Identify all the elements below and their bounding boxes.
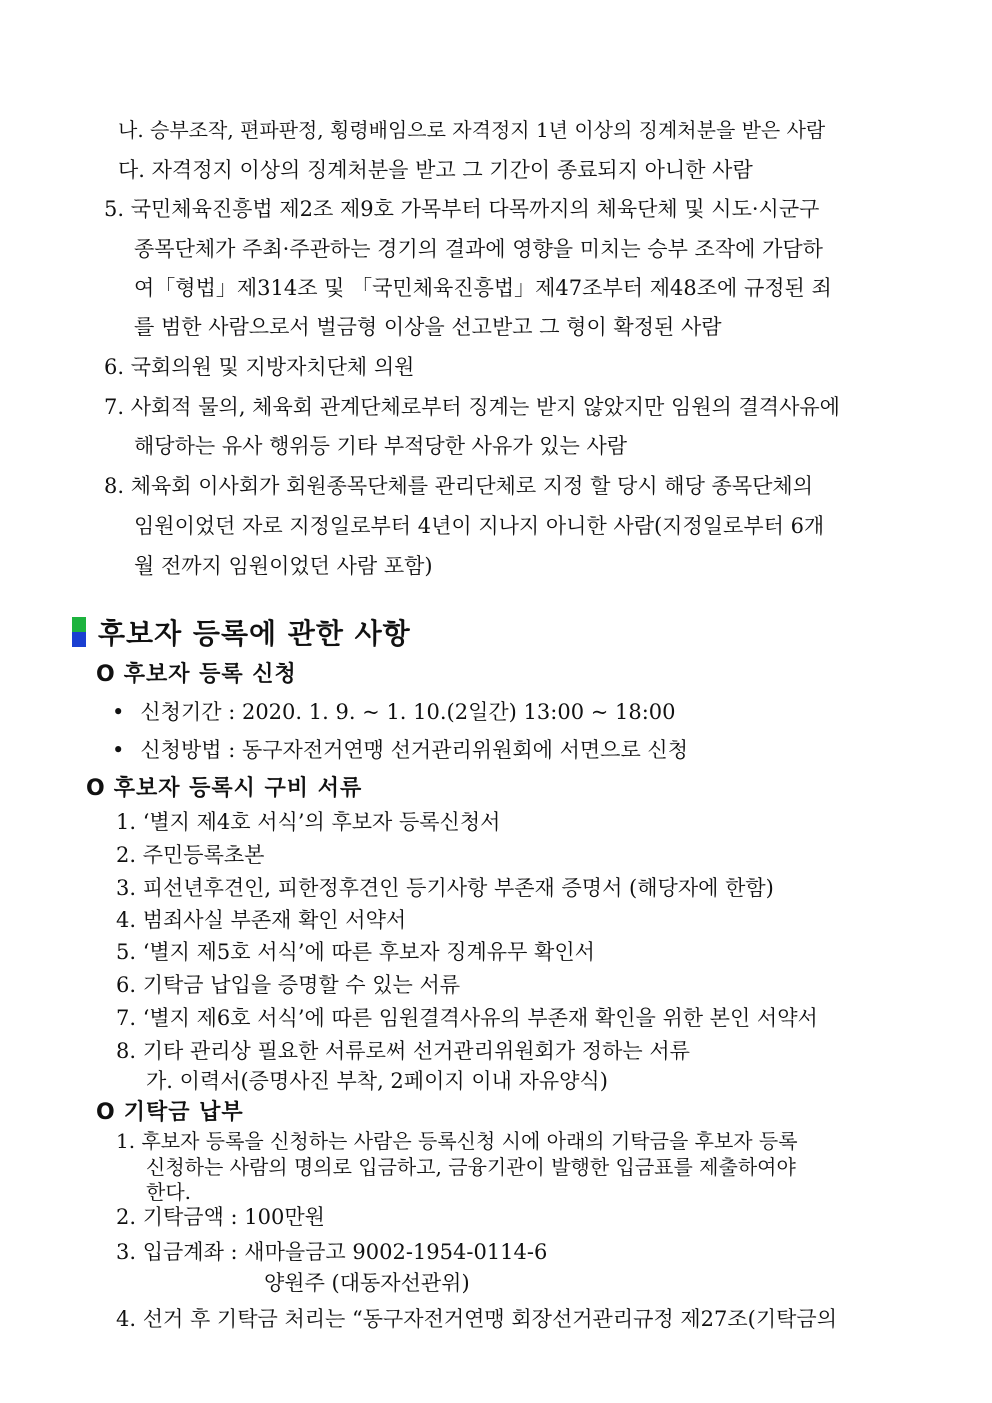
circle-marker-icon: O — [96, 662, 116, 687]
disqualification-item-7-line1: 7. 사회적 물의, 체육회 관계단체로부터 징계는 받지 않았지만 임원의 결격사유에 — [104, 395, 840, 419]
document-item-1: 1. ‘별지 제4호 서식’의 후보자 등록신청서 — [116, 810, 501, 834]
disqualification-item-na: 나. 승부조작, 편파판정, 횡령배임으로 자격정지 1년 이상의 징계처분을 받은 사람 — [118, 118, 826, 142]
deposit-item-1-line1: 1. 후보자 등록을 신청하는 사람은 등록신청 시에 아래의 기탁금을 후보자 등록 — [116, 1129, 798, 1153]
disqualification-item-5-line2: 종목단체가 주최·주관하는 경기의 결과에 영향을 미치는 승부 조작에 가담하 — [134, 237, 823, 261]
disqualification-item-5-line1: 5. 국민체육진흥법 제2조 제9호 가목부터 다목까지의 체육단체 및 시도·시군구 — [104, 197, 820, 221]
document-item-6: 6. 기탁금 납입을 증명할 수 있는 서류 — [116, 973, 461, 997]
registration-heading: O 후보자 등록 신청 — [96, 662, 297, 687]
circle-marker-icon: O — [96, 1100, 116, 1125]
document-item-5: 5. ‘별지 제5호 서식’에 따른 후보자 징계유무 확인서 — [116, 940, 595, 964]
document-item-7: 7. ‘별지 제6호 서식’에 따른 임원결격사유의 부존재 확인을 위한 본인 서약서 — [116, 1006, 818, 1030]
document-item-4: 4. 범죄사실 부존재 확인 서약서 — [116, 908, 407, 932]
registration-method: • 신청방법 : 동구자전거연맹 선거관리위원회에 서면으로 신청 — [112, 738, 688, 762]
bullet-icon: • — [112, 738, 125, 762]
deposit-account-holder: 양원주 (대동자선관위) — [264, 1271, 470, 1295]
disqualification-item-da: 다. 자격정지 이상의 징계처분을 받고 그 기간이 종료되지 아니한 사람 — [118, 158, 753, 182]
disqualification-item-6: 6. 국회의원 및 지방자치단체 의원 — [104, 355, 415, 379]
deposit-item-4: 4. 선거 후 기탁금 처리는 “동구자전거연맹 회장선거관리규정 제27조(기탁금의 — [116, 1307, 837, 1331]
section-heading — [72, 612, 411, 652]
document-item-8: 8. 기타 관리상 필요한 서류로써 선거관리위원회가 정하는 서류 — [116, 1039, 690, 1063]
deposit-item-2: 2. 기탁금액 : 100만원 — [116, 1205, 325, 1229]
disqualification-item-7-line2: 해당하는 유사 행위등 기타 부적당한 사유가 있는 사람 — [134, 434, 628, 458]
document-item-3: 3. 피선년후견인, 피한정후견인 등기사항 부존재 증명서 (해당자에 한함) — [116, 876, 774, 900]
documents-heading: O 후보자 등록시 구비 서류 — [86, 776, 363, 801]
disqualification-item-8-line3: 월 전까지 임원이었던 사람 포함) — [134, 554, 433, 578]
disqualification-item-5-line4: 를 범한 사람으로서 벌금형 이상을 선고받고 그 형이 확정된 사람 — [134, 315, 722, 339]
document-sub-item: 가. 이력서(증명사진 부착, 2페이지 이내 자유양식) — [146, 1069, 608, 1093]
deposit-item-1-line2: 신청하는 사람의 명의로 입금하고, 금융기관이 발행한 입금표를 제출하여야 — [146, 1155, 796, 1179]
section-title: 후보자 등록에 관한 사항 — [98, 617, 411, 650]
section-square-icon — [72, 617, 86, 647]
deposit-item-1-line3: 한다. — [146, 1180, 191, 1204]
disqualification-item-5-line3: 여「형법」제314조 및 「국민체육진흥법」제47조부터 제48조에 규정된 죄 — [134, 276, 832, 300]
disqualification-item-8-line2: 임원이었던 자로 지정일로부터 4년이 지나지 아니한 사람(지정일로부터 6개 — [134, 514, 825, 538]
deposit-item-3: 3. 입금계좌 : 새마을금고 9002-1954-0114-6 — [116, 1240, 548, 1264]
circle-marker-icon: O — [86, 776, 106, 801]
bullet-icon: • — [112, 700, 125, 724]
document-item-2: 2. 주민등록초본 — [116, 843, 265, 867]
disqualification-item-8-line1: 8. 체육회 이사회가 회원종목단체를 관리단체로 지정 할 당시 해당 종목단체의 — [104, 474, 813, 498]
registration-period: • 신청기간 : 2020. 1. 9. ~ 1. 10.(2일간) 13:00 ~ 18:00 — [112, 700, 676, 724]
deposit-heading: O 기탁금 납부 — [96, 1100, 244, 1125]
